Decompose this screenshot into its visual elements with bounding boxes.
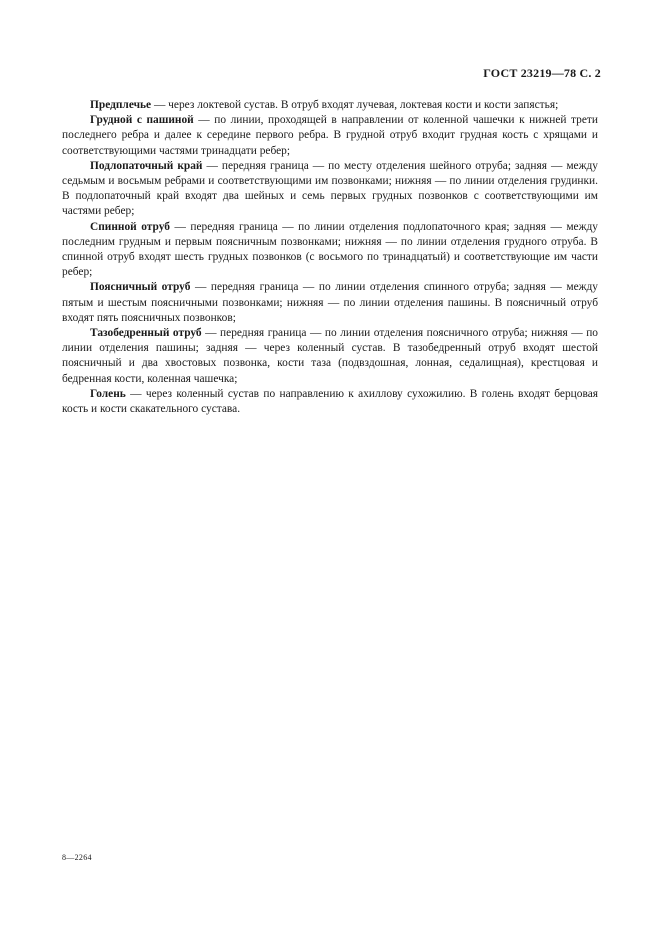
paragraph-text: — через локтевой сустав. В отруб входят лучевая, локтевая кости и кости запястья;: [151, 99, 559, 111]
term-label: Грудной с пашиной: [90, 114, 194, 127]
paragraph-hip-cut: [62, 326, 598, 387]
paragraph-text: — передняя граница — по линии отделения подлопаточного края; задняя — между последним грудным и первым поясничным позвонками; нижняя — по линии отделения грудного отруба. В спинной отруб входят шесть грудных позвонков (с восьмого по тринадцатый) и соответствующие им части ребер;: [62, 220, 598, 279]
paragraph-loin-cut: [62, 280, 598, 326]
page-footer-code: 8—2264: [62, 853, 92, 862]
paragraph-back-cut: [62, 220, 598, 281]
paragraph-forearm: [62, 98, 598, 113]
term-label: Спинной отруб: [90, 220, 170, 233]
term-label: Тазобедренный отруб: [90, 327, 202, 340]
paragraph-chest-cut: [62, 113, 598, 159]
paragraph-text: — передняя граница — по линии отделения поясничного отруба; нижняя — по линии отделения пашины; задняя — через коленный сустав. В тазобедренный отруб входят шестой поясничный и два хвостовых позвонка, кости таза (подвздошная, лонная, седалищная), крестцовая и бедренная кости, коленная чашечка;: [62, 327, 599, 385]
term-label: Предплечье: [90, 99, 152, 111]
term-label: Поясничный отруб: [90, 281, 191, 294]
term-label: Подлопаточный край: [90, 159, 203, 172]
page-header: ГОСТ 23219—78 С. 2: [483, 66, 601, 80]
paragraph-shoulder-edge: [62, 159, 598, 220]
paragraph-text: — передняя граница — по месту отделения шейного отруба; задняя — между седьмым и восьмым ребрами и соответствующими им позвонками; нижняя — по линии отделения грудинки. В подлопаточный край входят два шейных и семь первых грудных позвонков с соответствующими им частями ребер;: [62, 159, 598, 218]
term-label: Голень: [90, 387, 126, 400]
paragraph-text: — через коленный сустав по направлению к ахиллову сухожилию. В голень входят берцовая кость и кости скакательного сустава.: [62, 387, 598, 416]
paragraph-shank: [62, 387, 598, 417]
paragraph-text: — передняя граница — по линии отделения спинного отруба; задняя — между пятым и шестым поясничными позвонками; нижняя — по линии отделения пашины. В поясничный отруб входят пять поясничных позвонков;: [62, 281, 598, 324]
paragraph-text: — по линии, проходящей в направлении от коленной чашечки к нижней трети последнего ребра и далее к середине первого ребра. В грудной отруб входит грудная кость с хрящами и соответствующими частями тринадцати ребер;: [62, 114, 598, 157]
document-body: [62, 98, 598, 417]
